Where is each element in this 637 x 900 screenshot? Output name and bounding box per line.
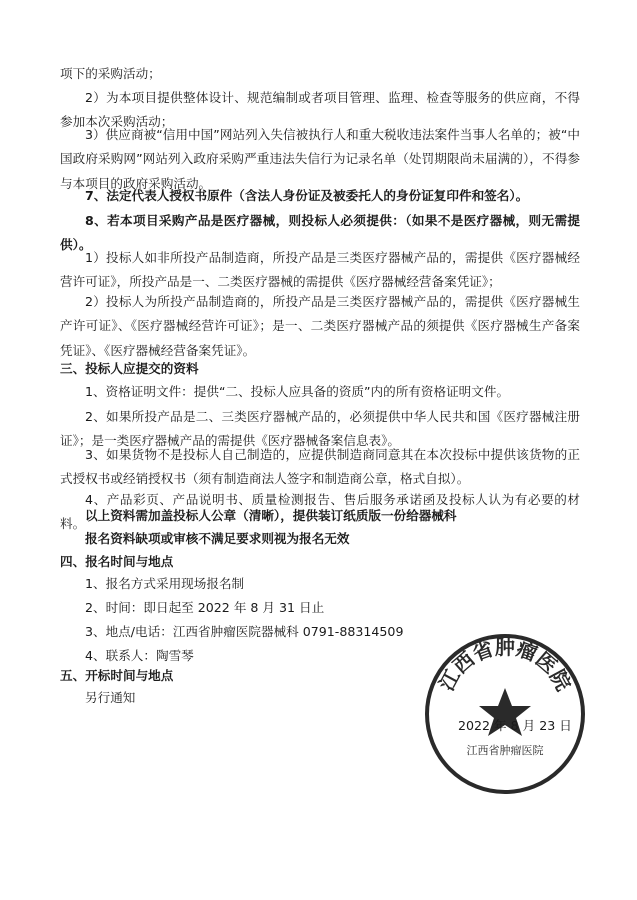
registration-method: 1、报名方式采用现场报名制 (85, 576, 245, 591)
paragraph-material-4: 4、产品彩页、产品说明书、质量检测报告、售后服务承诺函及投标人认为有必要的材料。 (60, 492, 580, 532)
paragraph-item-8: 8、若本项目采购产品是医疗器械，则投标人必须提供：（如果不是医疗器械，则无需提供）。 (60, 213, 580, 253)
paragraph-subitem-2: 2）投标人为所投产品制造商的，所投产品是三类医疗器械产品的，需提供《医疗器械生产许可证》、《医疗器械经营许可证》；是一、二类医疗器械产品的须提供《医疗器械生产备案凭证》、《医疗器械经营备案凭证》。 (60, 294, 580, 358)
paragraph-continuation: 项下的采购活动； (60, 66, 161, 81)
document-date: 2022 年 8 月 23 日 (458, 718, 572, 733)
registration-time: 2、时间：即日起至 2022 年 8 月 31 日止 (85, 600, 325, 615)
paragraph-material-1: 1、资格证明文件：提供“二、投标人应具备的资质”内的所有资格证明文件。 (85, 384, 510, 399)
paragraph-subitem-1: 1）投标人如非所投产品制造商，所投产品是三类医疗器械产品的，需提供《医疗器械经营许可证》，所投产品是一、二类医疗器械的需提供《医疗器械经营备案凭证》； (60, 250, 580, 290)
note-stamp-requirement: 以上资料需加盖投标人公章（清晰），提供装订纸质版一份给器械科 (85, 508, 457, 523)
opening-notice: 另行通知 (85, 690, 136, 705)
paragraph-item-3: 3）供应商被“信用中国”网站列入失信被执行人和重大税收违法案件当事人名单的；被“中国政府采购网”网站列入政府采购严重违法失信行为记录名单（处罚期限尚未届满的），不得参与本项目的政府采购活动。 (60, 127, 580, 191)
paragraph-item-7: 7、法定代表人授权书原件（含法人身份证及被委托人的身份证复印件和签名）。 (85, 188, 529, 203)
paragraph-material-3: 3、如果货物不是投标人自己制造的，应提供制造商同意其在本次投标中提供该货物的正式授权书或经销授权书（须有制造商法人签字和制造商公章，格式自拟）。 (60, 447, 580, 487)
seal-bottom-text: 江西省肿瘤医院 (466, 744, 544, 757)
paragraph-material-2: 2、如果所投产品是二、三类医疗器械产品的，必须提供中华人民共和国《医疗器械注册证》；是一类医疗器械产品的需提供《医疗器械备案信息表》。 (60, 409, 580, 449)
section-heading-3: 三、投标人应提交的资料 (60, 361, 199, 376)
section-heading-5: 五、开标时间与地点 (60, 668, 174, 683)
note-invalid-registration: 报名资料缺项或审核不满足要求则视为报名无效 (85, 531, 350, 546)
official-seal (421, 630, 589, 798)
paragraph-item-2: 2）为本项目提供整体设计、规范编制或者项目管理、监理、检查等服务的供应商，不得参加本次采购活动； (60, 90, 580, 130)
seal-org-arc-text: 江西省肿瘤医院 (434, 635, 576, 695)
registration-address-phone: 3、地点/电话：江西省肿瘤医院器械科 0791-88314509 (85, 624, 404, 639)
registration-contact: 4、联系人：陶雪琴 (85, 648, 194, 663)
section-heading-4: 四、报名时间与地点 (60, 554, 174, 569)
